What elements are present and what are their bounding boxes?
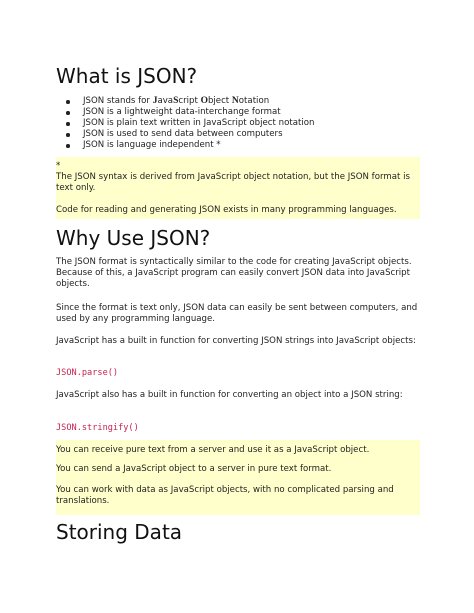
heading-why-use-json: Why Use JSON? — [56, 226, 211, 250]
list-item-text: otation — [238, 96, 270, 106]
list-item-text: JSON stands for — [83, 96, 153, 106]
list-item: JSON is language independent * — [56, 140, 314, 151]
list-item — [56, 96, 314, 107]
note-work-text: You can work with data as JavaScript objects, with no complicated parsing and translations. — [56, 485, 394, 506]
note-receive-text: You can receive pure text from a server and use it as a JavaScript object. — [56, 445, 370, 455]
note-code-text: Code for reading and generating JSON exists in many programming languages. — [56, 205, 397, 215]
bold-letter-n: N — [231, 96, 239, 106]
code-json-stringify: JSON.stringify() — [56, 423, 139, 433]
heading-what-is-json: What is JSON? — [56, 64, 198, 88]
list-item: JSON is used to send data between computers — [56, 129, 314, 140]
list-item-text: ava — [157, 96, 174, 106]
note-syntax-text: The JSON syntax is derived from JavaScript object notation, but the JSON format is text only. — [56, 172, 410, 193]
list-item-text: bject — [207, 96, 232, 106]
bold-letter-o: O — [200, 96, 208, 106]
paragraph-syntax-similar: The JSON format is syntactically similar to the code for creating JavaScript objects. Because of this, a JavaScript program can easily convert JSON data into JavaScript objects. — [56, 257, 412, 289]
bold-letter-s: S — [173, 96, 179, 106]
list-item: JSON is plain text written in JavaScript object notation — [56, 118, 314, 129]
paragraph-parse-intro: JavaScript has a built in function for converting JSON strings into JavaScript objects: — [56, 336, 416, 346]
note-asterisk: * — [56, 161, 61, 171]
list-item-text: cript — [178, 96, 201, 106]
heading-storing-data: Storing Data — [56, 520, 183, 544]
code-json-parse: JSON.parse() — [56, 368, 119, 378]
list-item: JSON is a lightweight data-interchange format — [56, 107, 314, 118]
paragraph-text-only: Since the format is text only, JSON data can easily be sent between computers, and used by any programming language. — [56, 303, 418, 324]
json-facts-list — [56, 96, 314, 151]
paragraph-stringify-intro: JavaScript also has a built in function for converting an object into a JSON string: — [56, 390, 403, 400]
bold-letter-j: J — [152, 96, 158, 106]
note-send-text: You can send a JavaScript object to a server in pure text format. — [56, 464, 332, 474]
